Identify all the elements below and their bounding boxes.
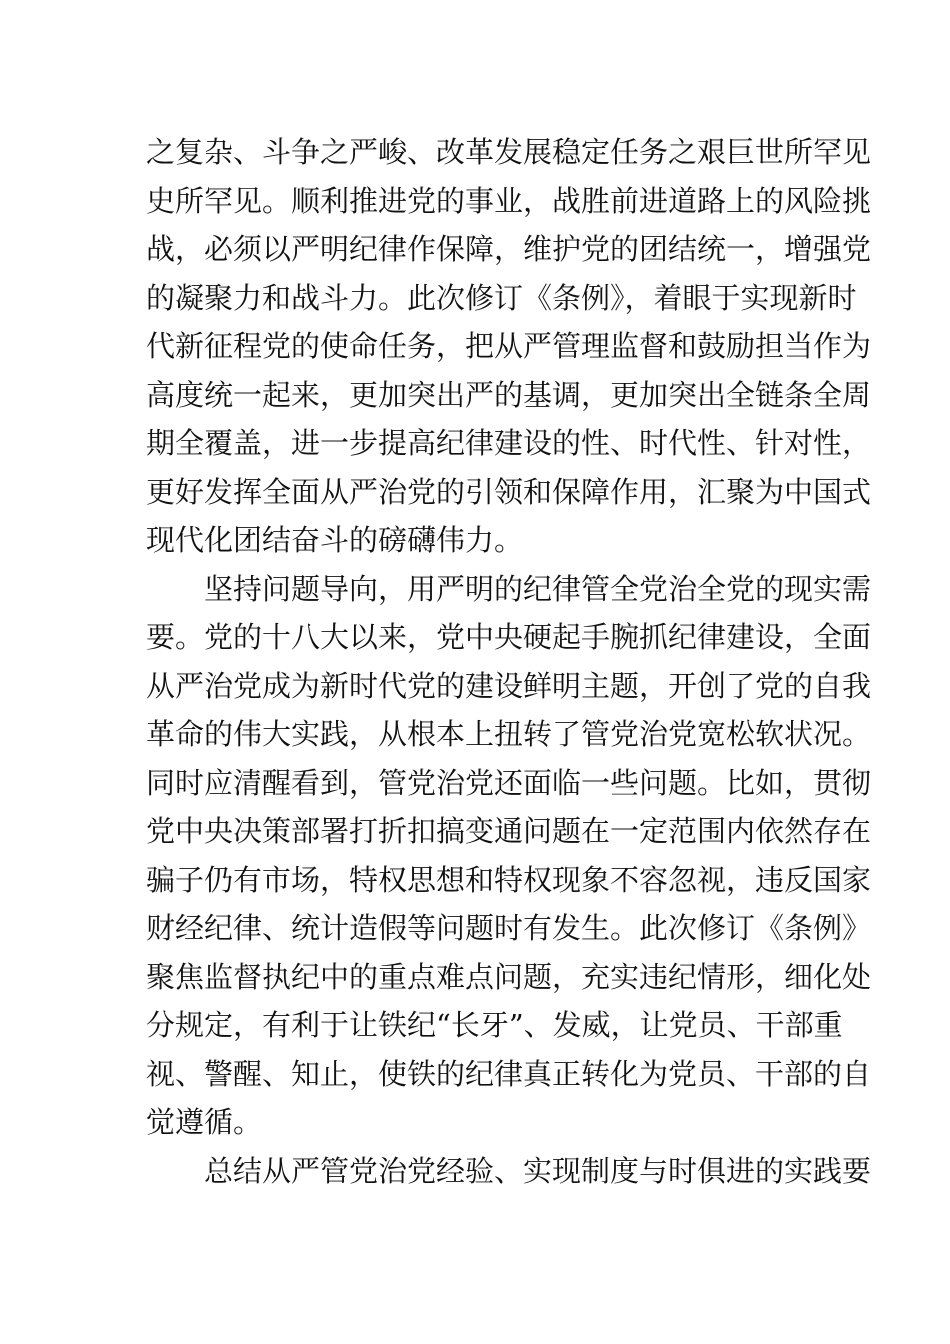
text-line: 财经纪律、统计造假等问题时有发生。此次修订《条例》 xyxy=(146,911,872,945)
text-line: 更好发挥全面从严治党的引领和保障作用，汇聚为中国式 xyxy=(146,474,872,509)
paragraph-2 xyxy=(146,565,872,1147)
text-line: 从严治党成为新时代党的建设鲜明主题，开创了党的自我 xyxy=(146,668,872,703)
text-line: 之复杂、斗争之严峻、改革发展稳定任务之艰巨世所罕见 xyxy=(146,135,872,169)
text-line: 战，必须以严明纪律作保障，维护党的团结统一，增强党 xyxy=(146,232,872,266)
text-line: 骗子仍有市场，特权思想和特权现象不容忽视，违反国家 xyxy=(146,862,872,897)
paragraph-1 xyxy=(146,128,872,565)
text-line: 觉遵循。 xyxy=(146,1105,263,1139)
text-line: 的凝聚力和战斗力。此次修订《条例》，着眼于实现新时 xyxy=(146,280,857,315)
text-line: 代新征程党的使命任务，把从严管理监督和鼓励担当作为 xyxy=(146,329,872,363)
paragraph-3 xyxy=(146,1147,872,1196)
text-line: 同时应清醒看到，管党治党还面临一些问题。比如，贯彻 xyxy=(146,765,872,800)
text-line: 要。党的十八大以来，党中央硬起手腕抓纪律建设，全面 xyxy=(146,620,872,654)
document-body xyxy=(146,128,872,1195)
text-line: 党中央决策部署打折扣搞变通问题在一定范围内依然存在 xyxy=(146,814,872,848)
text-line: 聚焦监督执纪中的重点难点问题，充实违纪情形，细化处 xyxy=(146,959,872,994)
text-line: 现代化团结奋斗的磅礴伟力。 xyxy=(146,523,524,557)
text-line: 分规定，有利于让铁纪“长牙”、发威，让党员、干部重 xyxy=(146,1008,843,1042)
text-line: 总结从严管党治党经验、实现制度与时俱进的实践要 xyxy=(204,1153,872,1188)
text-line: 史所罕见。顺利推进党的事业，战胜前进道路上的风险挑 xyxy=(146,183,872,218)
text-line: 期全覆盖，进一步提高纪律建设的性、时代性、针对性， xyxy=(146,426,872,460)
text-line: 革命的伟大实践，从根本上扭转了管党治党宽松软状况。 xyxy=(146,717,872,751)
text-line: 坚持问题导向，用严明的纪律管全党治全党的现实需 xyxy=(204,571,872,606)
text-line: 视、警醒、知止，使铁的纪律真正转化为党员、干部的自 xyxy=(146,1056,872,1091)
text-line: 高度统一起来，更加突出严的基调，更加突出全链条全周 xyxy=(146,377,872,412)
